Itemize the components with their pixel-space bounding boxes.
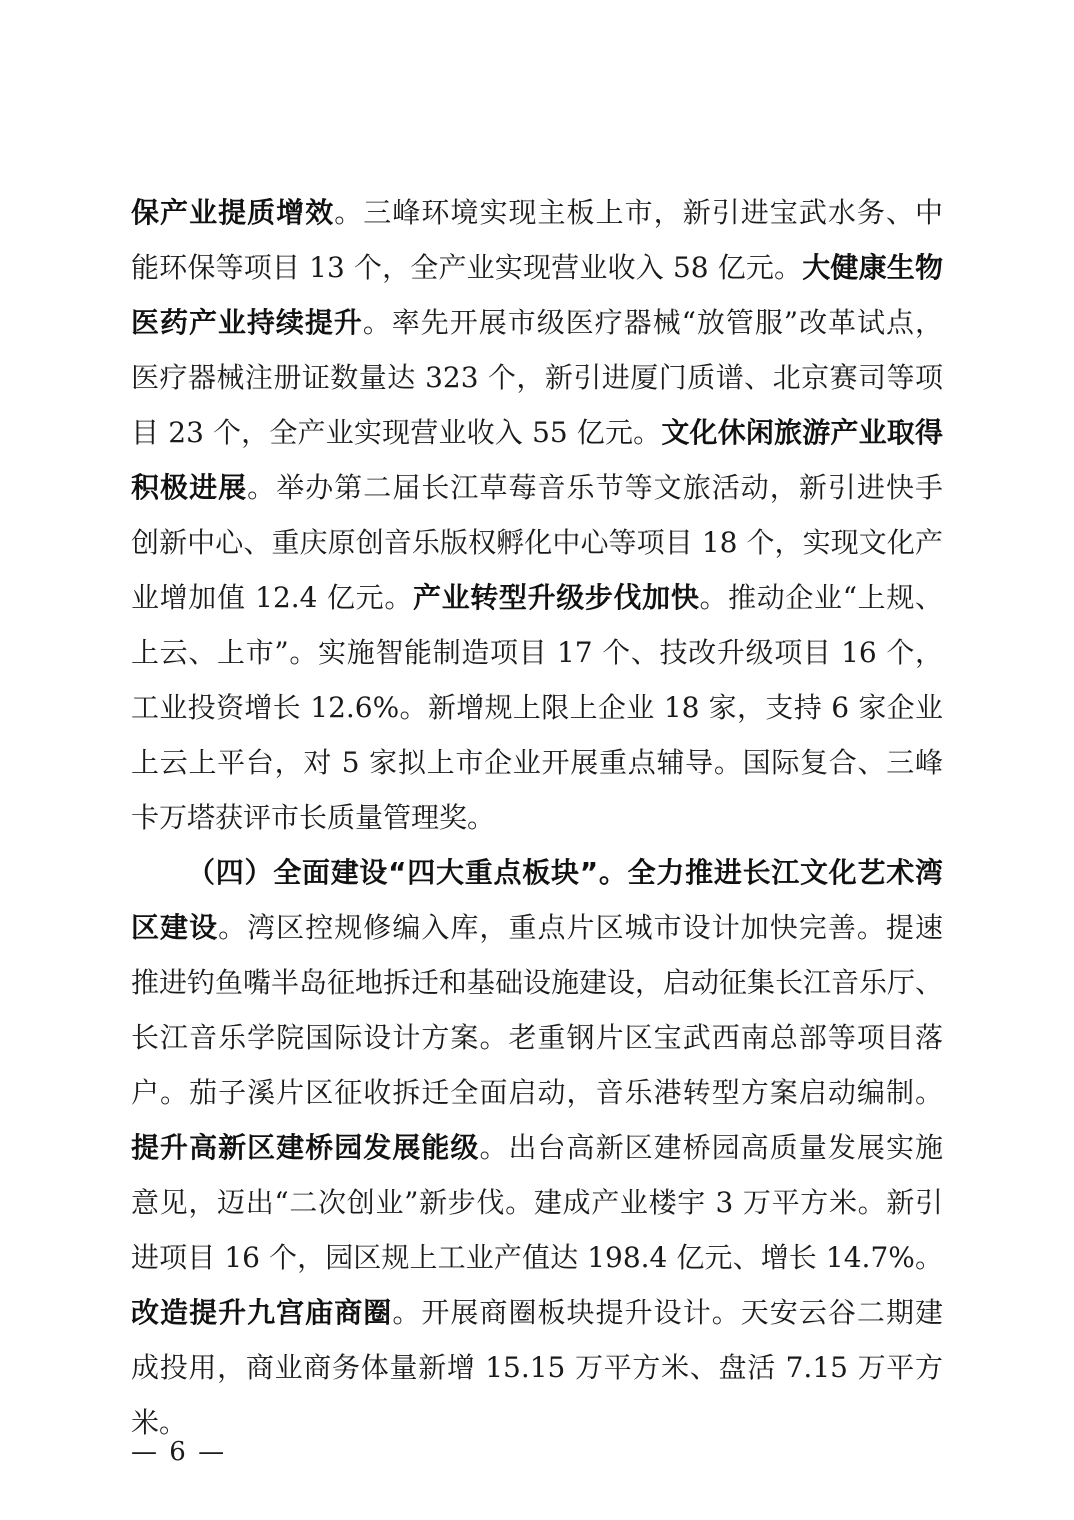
body-text-run: 。推动企业“上规、上云、上市”。实施智能制造项目 17 个、技改升级项目 16 个，工业投资增长 12.6%。新增规上限上企业 18 家，支持 6 家企业上云上平台，对 5 家拟上市企业开展重点辅导。国际复合、三峰卡万塔获评市长质量管理奖。	[131, 581, 943, 834]
heading-inline: 改造提升九宫庙商圈	[131, 1296, 393, 1329]
body-text-run: 。湾区控规修编入库，重点片区城市设计加快完善。提速推进钓鱼嘴半岛征地拆迁和基础设施建设，启动征集长江音乐厅、长江音乐学院国际设计方案。老重钢片区宝武西南总部等项目落户。茄子溪片区征收拆迁全面启动，音乐港转型方案启动编制。	[131, 911, 944, 1109]
paragraph-industry-upgrade	[131, 185, 943, 845]
heading-inline: 大健康生物医药产业持续提升	[131, 251, 943, 339]
document-body	[131, 185, 943, 1450]
paragraph-four-major-sections	[131, 845, 943, 1450]
body-text-run: 。出台高新区建桥园高质量发展实施意见，迈出“二次创业”新步伐。建成产业楼宇 3 万平方米。新引进项目 16 个，园区规上工业产值达 198.4 亿元、增长 14.7%。	[131, 1131, 943, 1274]
body-text-run: 。率先开展市级医疗器械“放管服”改革试点，医疗器械注册证数量达 323 个，新引进厦门质谱、北京赛司等项目 23 个，全产业实现营业收入 55 亿元。	[131, 306, 943, 449]
heading-inline: 保产业提质增效	[131, 196, 335, 229]
heading-inline: 产业转型升级步伐加快	[412, 581, 700, 614]
body-text-run: 。举办第二届长江草莓音乐节等文旅活动，新引进快手创新中心、重庆原创音乐版权孵化中心等项目 18 个，实现文化产业增加值 12.4 亿元。	[131, 471, 943, 614]
section-heading: （四）全面建设“四大重点板块”。全力推进长江文化艺术湾区建设	[131, 856, 943, 944]
page-number: — 6 —	[131, 1437, 227, 1467]
body-text-run: 。三峰环境实现主板上市，新引进宝武水务、中能环保等项目 13 个，全产业实现营业收入 58 亿元。	[131, 196, 943, 284]
body-text-run: 。开展商圈板块提升设计。天安云谷二期建成投用，商业商务体量新增 15.15 万平方米、盘活 7.15 万平方米。	[131, 1296, 943, 1439]
heading-inline: 文化休闲旅游产业取得积极进展	[131, 416, 943, 504]
heading-inline: 提升高新区建桥园发展能级	[131, 1131, 480, 1164]
